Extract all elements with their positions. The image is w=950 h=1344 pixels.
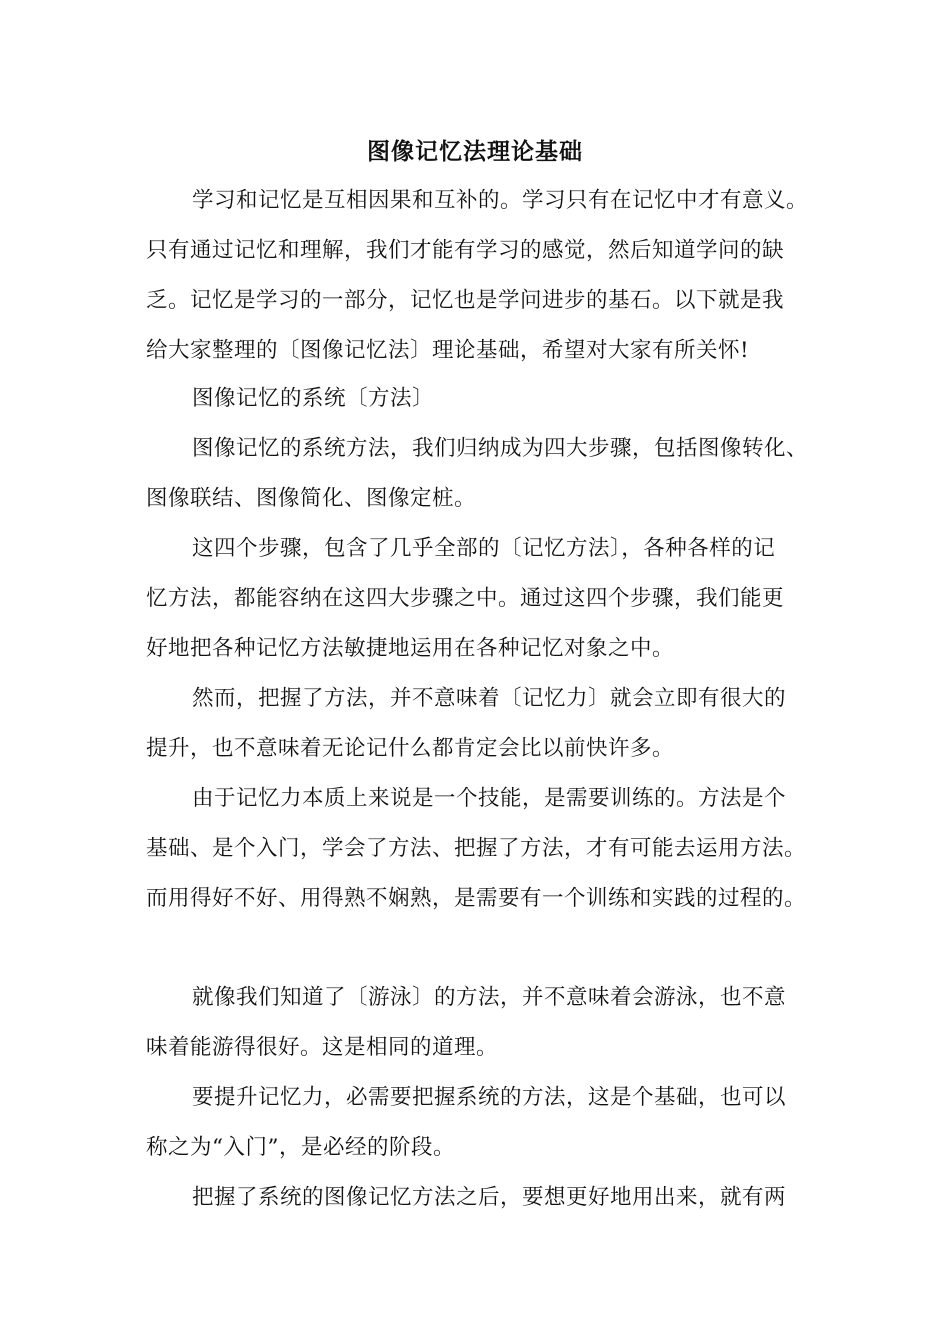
paragraph-line: 学习和记忆是互相因果和互补的。学习只有在记忆中才有意义。 bbox=[192, 188, 809, 213]
paragraph-line: 基础、是个入门，学会了方法、把握了方法，才有可能去运用方法。 bbox=[146, 836, 807, 861]
paragraph-line: 图像联结、图像简化、图像定桩。 bbox=[146, 486, 477, 511]
paragraph-line: 然而，把握了方法，并不意味着〔记忆力〕就会立即有很大的 bbox=[192, 686, 787, 711]
paragraph-line: 提升，也不意味着无论记什么都肯定会比以前快许多。 bbox=[146, 736, 675, 761]
document-title: 图像记忆法理论基础 bbox=[367, 138, 583, 165]
paragraph-line: 要提升记忆力，必需要把握系统的方法，这是个基础，也可以 bbox=[192, 1085, 787, 1110]
paragraph-line: 图像记忆的系统方法，我们归纳成为四大步骤，包括图像转化、 bbox=[192, 436, 809, 461]
paragraph-line: 这四个步骤，包含了几乎全部的〔记忆方法〕，各种各样的记 bbox=[192, 536, 776, 561]
paragraph-line: 给大家整理的〔图像记忆法〕理论基础，希望对大家有所关怀! bbox=[146, 338, 750, 363]
paragraph-line: 味着能游得很好。这是相同的道理。 bbox=[146, 1035, 499, 1060]
paragraph-line: 而用得好不好、用得熟不娴熟，是需要有一个训练和实践的过程的。 bbox=[146, 886, 807, 911]
paragraph-line: 把握了系统的图像记忆方法之后，要想更好地用出来，就有两 bbox=[192, 1185, 787, 1210]
paragraph-line: 就像我们知道了〔游泳〕的方法，并不意味着会游泳，也不意 bbox=[192, 985, 787, 1010]
paragraph-line: 称之为“入门”，是必经的阶段。 bbox=[146, 1135, 455, 1160]
paragraph-line: 由于记忆力本质上来说是一个技能，是需要训练的。方法是个 bbox=[192, 786, 787, 811]
paragraph-line: 乏。记忆是学习的一部分，记忆也是学问进步的基石。以下就是我 bbox=[146, 288, 785, 313]
paragraph-line: 只有通过记忆和理解，我们才能有学习的感觉，然后知道学问的缺 bbox=[146, 238, 785, 263]
paragraph-line: 好地把各种记忆方法敏捷地运用在各种记忆对象之中。 bbox=[146, 636, 675, 661]
paragraph-line: 忆方法，都能容纳在这四大步骤之中。通过这四个步骤，我们能更 bbox=[146, 586, 785, 611]
section-heading: 图像记忆的系统〔方法〕 bbox=[192, 386, 435, 411]
